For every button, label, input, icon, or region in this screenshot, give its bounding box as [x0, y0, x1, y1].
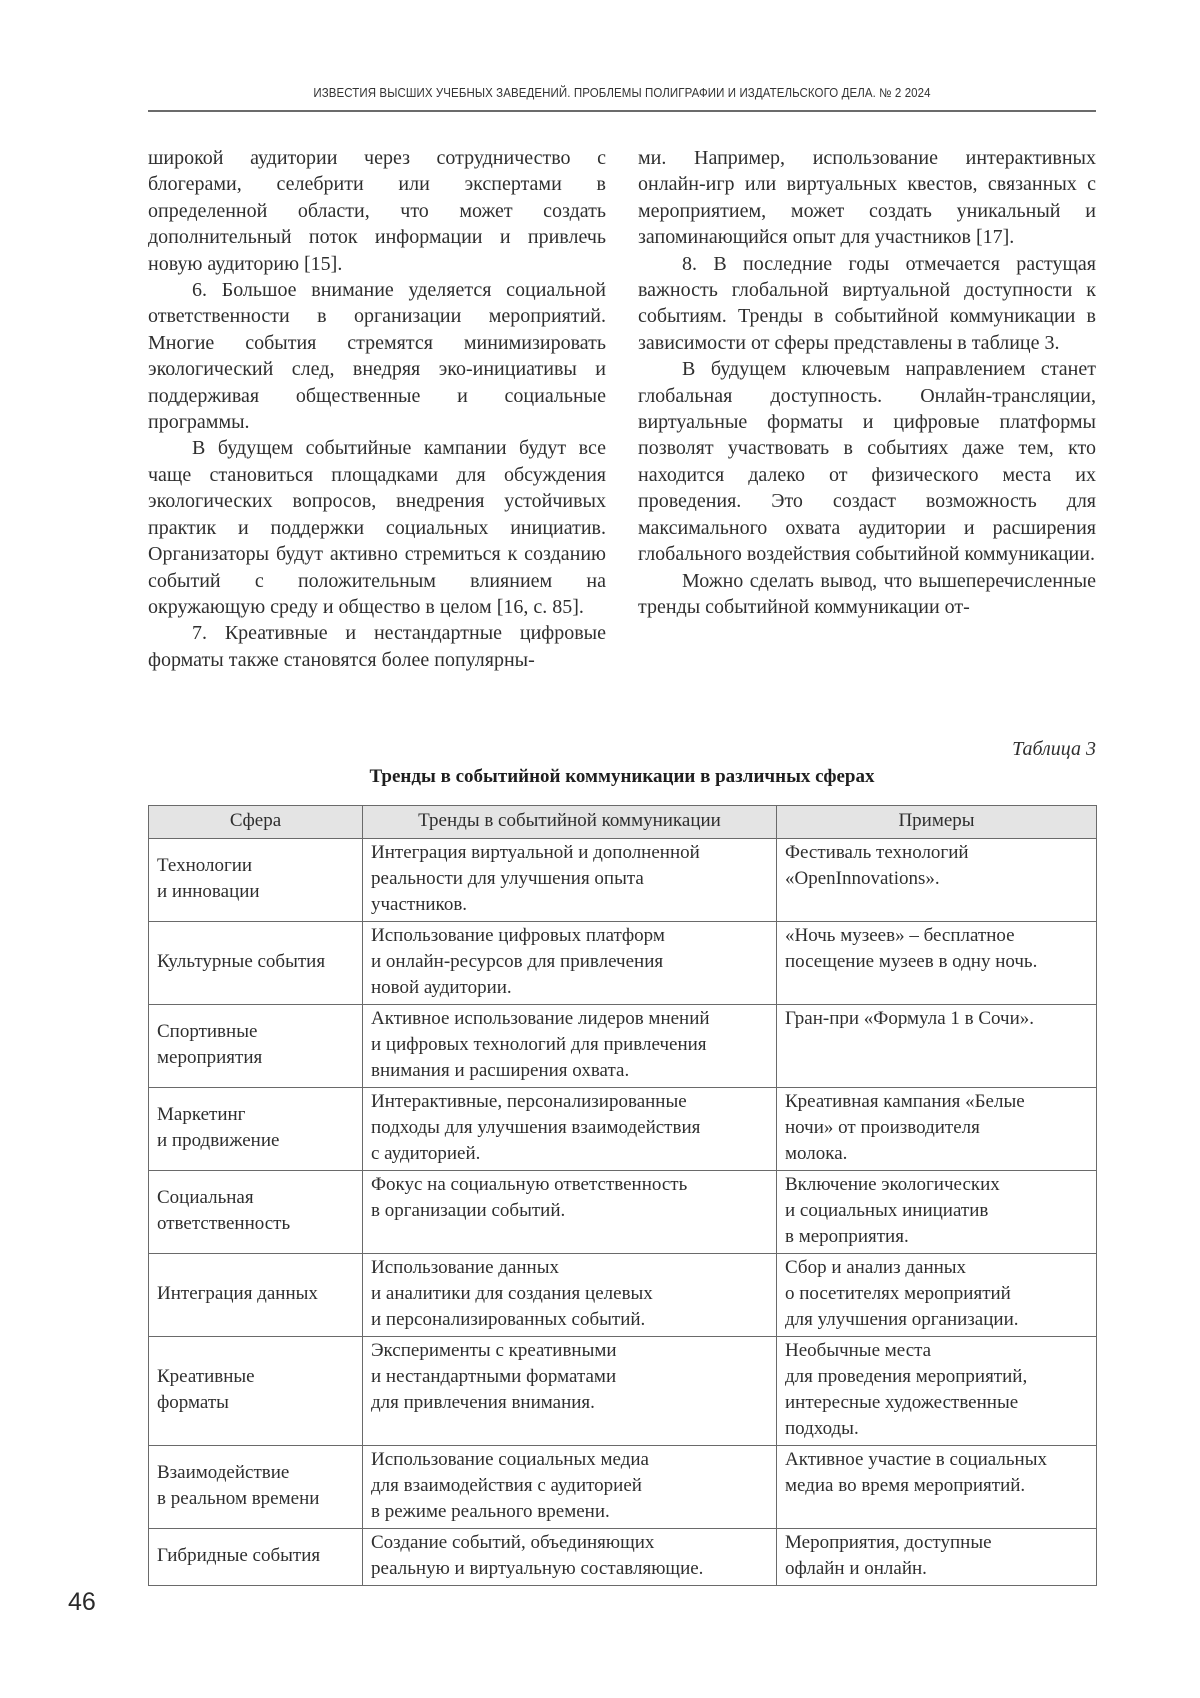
table-row — [149, 1005, 1097, 1088]
cell-line: посещение музеев в одну ночь. — [785, 951, 1038, 972]
sphere-cell — [149, 922, 363, 1005]
cell-line: молока. — [785, 1143, 848, 1164]
cell-line: Интеграция виртуальной и дополненной — [371, 842, 700, 863]
trend-cell — [363, 1171, 777, 1254]
table-title: Тренды в событийной коммуникации в различных сферах — [369, 766, 875, 787]
cell-line: интересные художественные — [785, 1392, 1019, 1413]
example-cell — [777, 1337, 1097, 1446]
example-cell — [777, 1529, 1097, 1586]
paragraph: 6. Большое внимание уделяется социальной ответственности в организации мероприятий. Многие события стремятся минимизировать экологический след, внедряя эко-инициативы и поддерживая общественные и социальные программы. — [148, 279, 606, 434]
cell-line: и аналитики для создания целевых — [371, 1283, 653, 1304]
example-cell — [777, 1446, 1097, 1529]
cell-line: Эксперименты с креативными — [371, 1340, 617, 1361]
table-row — [149, 922, 1097, 1005]
cell-line: Использование социальных медиа — [371, 1449, 649, 1470]
cell-line: в режиме реального времени. — [371, 1501, 610, 1522]
example-cell — [777, 1005, 1097, 1088]
cell-line: «OpenInnovations». — [785, 868, 940, 889]
cell-line: Гибридные события — [157, 1545, 321, 1566]
sphere-cell — [149, 1005, 363, 1088]
trend-cell — [363, 1337, 777, 1446]
cell-line: Гран-при «Формула 1 в Сочи». — [785, 1008, 1035, 1029]
cell-line: внимания и расширения охвата. — [371, 1060, 630, 1081]
table-body — [149, 839, 1097, 1586]
cell-line: офлайн и онлайн. — [785, 1558, 927, 1579]
cell-line: «Ночь музеев» – бесплатное — [785, 925, 1015, 946]
cell-line: и продвижение — [157, 1130, 280, 1151]
cell-line: Фокус на социальную ответственность — [371, 1174, 688, 1195]
cell-line: с аудиторией. — [371, 1143, 481, 1164]
column-header-sphere: Сфера — [149, 806, 363, 839]
paragraph: В будущем событийные кампании будут все чаще становиться площадками для обсуждения экологических вопросов, внедрения устойчивых практик и поддержки социальных инициатив. Организаторы будут активно стремиться к созданию событий с положительным влиянием на окружающую среду и общество в целом [16, с. 85]. — [148, 437, 606, 618]
cell-line: Фестиваль технологий — [785, 842, 969, 863]
sphere-cell — [149, 1088, 363, 1171]
example-cell — [777, 839, 1097, 922]
cell-line: Маркетинг — [157, 1104, 246, 1125]
trends-table — [148, 805, 1097, 1586]
cell-line: Активное участие в социальных — [785, 1449, 1047, 1470]
trend-cell — [363, 1088, 777, 1171]
sphere-cell — [149, 1337, 363, 1446]
cell-line: Социальная — [157, 1187, 254, 1208]
table-row — [149, 1254, 1097, 1337]
trend-cell — [363, 1254, 777, 1337]
cell-line: ответственность — [157, 1213, 291, 1234]
cell-line: для проведения мероприятий, — [785, 1366, 1028, 1387]
column-header-examples: Примеры — [777, 806, 1097, 839]
left-column — [148, 145, 606, 673]
paragraph: В будущем ключевым направлением станет глобальная доступность. Онлайн-трансляции, виртуальные форматы и цифровые платформы позволят участвовать в событиях даже тем, кто находится далеко от физического места их проведения. Это создаст возможность для максимального охвата аудитории и расширения глобального воздействия событийной коммуникации. — [638, 358, 1096, 566]
cell-line: реальности для улучшения опыта — [371, 868, 644, 889]
cell-line: новой аудитории. — [371, 977, 512, 998]
cell-line: Технологии — [157, 855, 253, 876]
sphere-cell — [149, 1446, 363, 1529]
trend-cell — [363, 1005, 777, 1088]
cell-line: Мероприятия, доступные — [785, 1532, 992, 1553]
cell-line: и социальных инициатив — [785, 1200, 989, 1221]
table-row — [149, 839, 1097, 922]
example-cell — [777, 1254, 1097, 1337]
cell-line: и нестандартными форматами — [371, 1366, 617, 1387]
example-cell — [777, 1171, 1097, 1254]
table-row — [149, 1088, 1097, 1171]
cell-line: для привлечения внимания. — [371, 1392, 595, 1413]
cell-line: участников. — [371, 894, 468, 915]
cell-line: Сбор и анализ данных — [785, 1257, 967, 1278]
cell-line: в организации событий. — [371, 1200, 566, 1221]
sphere-cell — [149, 1254, 363, 1337]
cell-line: Интерактивные, персонализированные — [371, 1091, 687, 1112]
cell-line: Активное использование лидеров мнений — [371, 1008, 710, 1029]
cell-line: Креативные — [157, 1366, 255, 1387]
cell-line: Взаимодействие — [157, 1462, 290, 1483]
paragraph: ми. Например, использование интерактивных онлайн-игр или виртуальных квестов, связанных с мероприятием, может создать уникальный и запоминающийся опыт для участников [17]. — [638, 147, 1096, 249]
trend-cell — [363, 1529, 777, 1586]
cell-line: и инновации — [157, 881, 260, 902]
cell-line: Культурные события — [157, 951, 326, 972]
cell-line: Необычные места — [785, 1340, 932, 1361]
page-number: 46 — [68, 1588, 96, 1616]
cell-line: для взаимодействия с аудиторией — [371, 1475, 642, 1496]
trend-cell — [363, 839, 777, 922]
cell-line: для улучшения организации. — [785, 1309, 1019, 1330]
table-row — [149, 1337, 1097, 1446]
cell-line: и онлайн-ресурсов для привлечения — [371, 951, 664, 972]
cell-line: ночи» от производителя — [785, 1117, 980, 1138]
trend-cell — [363, 922, 777, 1005]
cell-line: подходы. — [785, 1418, 859, 1439]
trend-cell — [363, 1446, 777, 1529]
sphere-cell — [149, 1171, 363, 1254]
table-row — [149, 1446, 1097, 1529]
cell-line: форматы — [157, 1392, 229, 1413]
paragraph: широкой аудитории через сотрудничество с блогерами, селебрити или экспертами в определенной области, что может создать дополнительный поток информации и привлечь новую аудиторию [15]. — [148, 147, 606, 275]
cell-line: и персонализированных событий. — [371, 1309, 646, 1330]
table-row — [149, 1529, 1097, 1586]
example-cell — [777, 1088, 1097, 1171]
example-cell — [777, 922, 1097, 1005]
header-rule — [148, 110, 1096, 112]
paragraph: Можно сделать вывод, что вышеперечисленные тренды событийной коммуникации от- — [638, 569, 1096, 618]
column-header-trends: Тренды в событийной коммуникации — [363, 806, 777, 839]
cell-line: Креативная кампания «Белые — [785, 1091, 1025, 1112]
cell-line: о посетителях мероприятий — [785, 1283, 1011, 1304]
cell-line: реальную и виртуальную составляющие. — [371, 1558, 704, 1579]
cell-line: в мероприятия. — [785, 1226, 909, 1247]
cell-line: и цифровых технологий для привлечения — [371, 1034, 707, 1055]
cell-line: в реальном времени — [157, 1488, 320, 1509]
cell-line: Создание событий, объединяющих — [371, 1532, 655, 1553]
table-header-row — [149, 806, 1097, 839]
cell-line: Использование цифровых платформ — [371, 925, 665, 946]
running-head: ИЗВЕСТИЯ ВЫСШИХ УЧЕБНЫХ ЗАВЕДЕНИЙ. ПРОБЛЕМЫ ПОЛИГРАФИИ И ИЗДАТЕЛЬСКОГО ДЕЛА. № 2 2024 — [313, 86, 931, 100]
table-row — [149, 1171, 1097, 1254]
cell-line: Использование данных — [371, 1257, 559, 1278]
table-label: Таблица 3 — [1012, 738, 1096, 760]
right-column — [638, 145, 1096, 620]
cell-line: медиа во время мероприятий. — [785, 1475, 1026, 1496]
cell-line: подходы для улучшения взаимодействия — [371, 1117, 701, 1138]
paragraph: 8. В последние годы отмечается растущая важность глобальной виртуальной доступности к событиям. Тренды в событийной коммуникации в зависимости от сферы представлены в таблице 3. — [638, 252, 1096, 354]
cell-line: Интеграция данных — [157, 1283, 318, 1304]
cell-line: мероприятия — [157, 1047, 263, 1068]
cell-line: Включение экологических — [785, 1174, 1000, 1195]
sphere-cell — [149, 839, 363, 922]
cell-line: Спортивные — [157, 1021, 258, 1042]
paragraph: 7. Креативные и нестандартные цифровые форматы также становятся более популярны- — [148, 622, 606, 671]
sphere-cell — [149, 1529, 363, 1586]
